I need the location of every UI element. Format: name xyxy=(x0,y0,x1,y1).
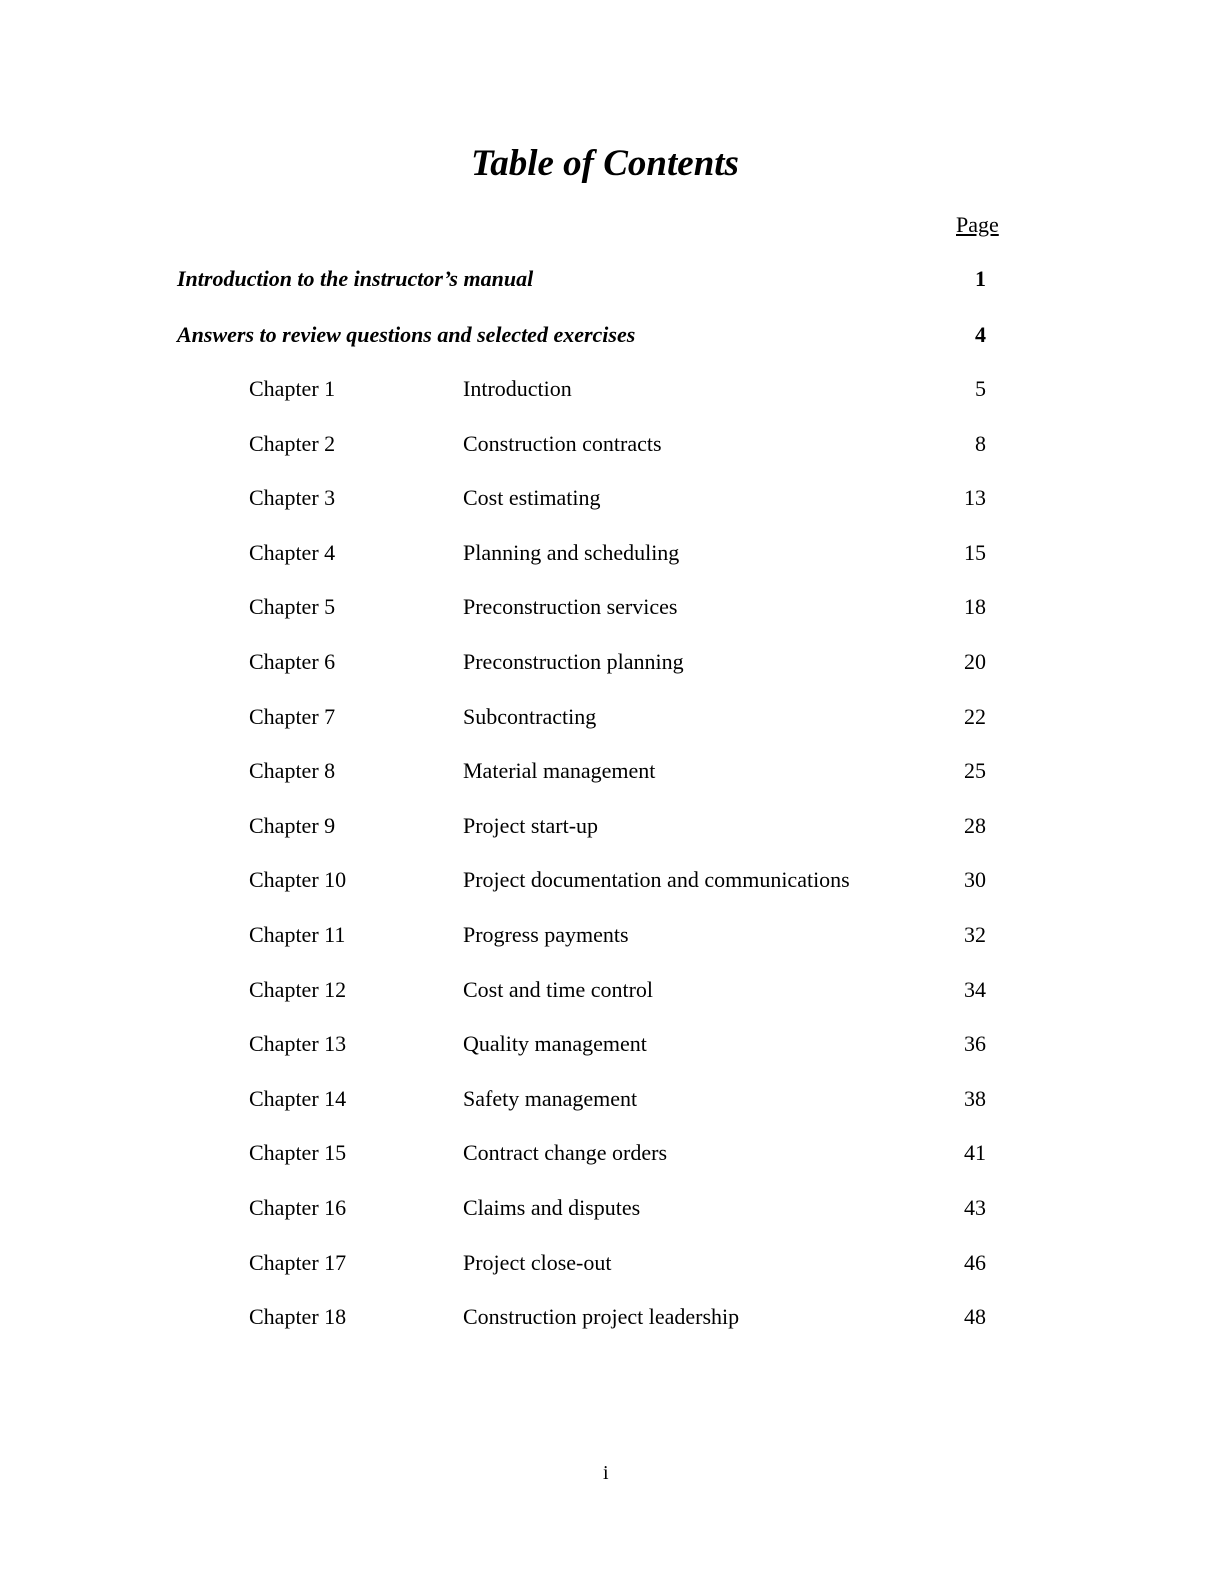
chapter-page: 48 xyxy=(964,1304,986,1330)
chapter-number: Chapter 2 xyxy=(249,430,336,456)
chapter-page: 28 xyxy=(964,812,986,838)
chapter-title: Quality management xyxy=(463,1031,647,1057)
toc-section-label[interactable]: Introduction to the instructor’s manual xyxy=(177,266,534,291)
chapter-title: Safety management xyxy=(463,1085,638,1111)
chapter-title: Preconstruction planning xyxy=(463,649,684,674)
toc-chapter-row[interactable] xyxy=(0,648,1224,676)
chapter-page: 20 xyxy=(964,649,986,674)
toc-chapter-row[interactable] xyxy=(0,976,1224,1004)
chapter-number: Chapter 17 xyxy=(249,1249,347,1275)
toc-chapter-row[interactable] xyxy=(0,1139,1224,1167)
chapter-title: Project close-out xyxy=(463,1249,612,1275)
chapter-page: 15 xyxy=(964,539,986,565)
chapter-page: 43 xyxy=(964,1195,986,1220)
chapter-page: 18 xyxy=(964,594,986,620)
chapter-title: Subcontracting xyxy=(463,703,597,729)
chapter-number: Chapter 13 xyxy=(249,1031,347,1057)
footer-page-number: i xyxy=(603,1462,609,1484)
chapter-number: Chapter 11 xyxy=(249,922,346,947)
toc-chapter-row[interactable] xyxy=(0,866,1224,894)
toc-chapter-row[interactable] xyxy=(0,593,1224,621)
toc-chapter-row[interactable] xyxy=(0,703,1224,731)
chapter-number: Chapter 5 xyxy=(249,594,336,620)
chapter-number: Chapter 16 xyxy=(249,1195,347,1220)
toc-chapter-row[interactable] xyxy=(0,757,1224,785)
chapter-title: Claims and disputes xyxy=(463,1195,641,1220)
chapter-page: 30 xyxy=(964,867,986,893)
chapter-title: Construction project leadership xyxy=(463,1304,740,1330)
chapter-number: Chapter 4 xyxy=(249,539,336,565)
toc-chapter-row[interactable] xyxy=(0,1303,1224,1331)
toc-chapter-row[interactable] xyxy=(0,1085,1224,1113)
chapter-page: 22 xyxy=(964,703,986,729)
chapter-page: 25 xyxy=(964,758,986,784)
chapter-page: 36 xyxy=(964,1031,986,1057)
chapter-title: Project documentation and communications xyxy=(463,867,850,893)
chapter-page: 5 xyxy=(975,376,986,401)
chapter-number: Chapter 9 xyxy=(249,812,336,838)
chapter-number: Chapter 12 xyxy=(249,976,347,1002)
toc-section-label[interactable]: Answers to review questions and selected exercises xyxy=(177,322,636,347)
chapter-number: Chapter 8 xyxy=(249,758,336,784)
toc-chapter-row[interactable] xyxy=(0,1249,1224,1277)
page-column-header: Page xyxy=(956,212,999,237)
chapter-number: Chapter 3 xyxy=(249,485,336,511)
chapter-title: Cost estimating xyxy=(463,485,601,511)
chapter-page: 34 xyxy=(964,976,986,1002)
toc-chapter-row[interactable] xyxy=(0,1194,1224,1222)
toc-section-page: 1 xyxy=(975,266,986,291)
chapter-number: Chapter 18 xyxy=(249,1304,347,1330)
toc-chapter-row[interactable] xyxy=(0,1030,1224,1058)
chapter-number: Chapter 1 xyxy=(249,376,336,401)
chapter-title: Introduction xyxy=(463,376,572,401)
toc-section-page: 4 xyxy=(975,322,986,347)
toc-chapter-row[interactable] xyxy=(0,430,1224,458)
toc-chapter-row[interactable] xyxy=(0,812,1224,840)
chapter-page: 46 xyxy=(964,1249,986,1275)
chapter-title: Contract change orders xyxy=(463,1140,668,1166)
chapter-page: 32 xyxy=(964,922,986,947)
chapter-number: Chapter 6 xyxy=(249,649,336,674)
toc-chapter-row[interactable] xyxy=(0,484,1224,512)
chapter-number: Chapter 7 xyxy=(249,703,336,729)
chapter-title: Cost and time control xyxy=(463,976,654,1002)
chapter-page: 13 xyxy=(964,485,986,511)
chapter-page: 38 xyxy=(964,1085,986,1111)
chapter-number: Chapter 14 xyxy=(249,1085,347,1111)
toc-chapter-row[interactable] xyxy=(0,539,1224,567)
chapter-title: Preconstruction services xyxy=(463,594,678,620)
toc-chapter-row[interactable] xyxy=(0,921,1224,949)
chapter-title: Construction contracts xyxy=(463,430,662,456)
chapter-title: Progress payments xyxy=(463,922,629,947)
chapter-number: Chapter 15 xyxy=(249,1140,347,1166)
chapter-page: 41 xyxy=(964,1140,986,1166)
chapter-title: Project start-up xyxy=(463,812,599,838)
chapter-title: Planning and scheduling xyxy=(463,539,680,565)
chapter-page: 8 xyxy=(975,430,986,456)
chapter-title: Material management xyxy=(463,758,656,784)
page-title: Table of Contents xyxy=(471,143,739,184)
toc-chapter-row[interactable] xyxy=(0,375,1224,403)
chapter-number: Chapter 10 xyxy=(249,867,347,893)
